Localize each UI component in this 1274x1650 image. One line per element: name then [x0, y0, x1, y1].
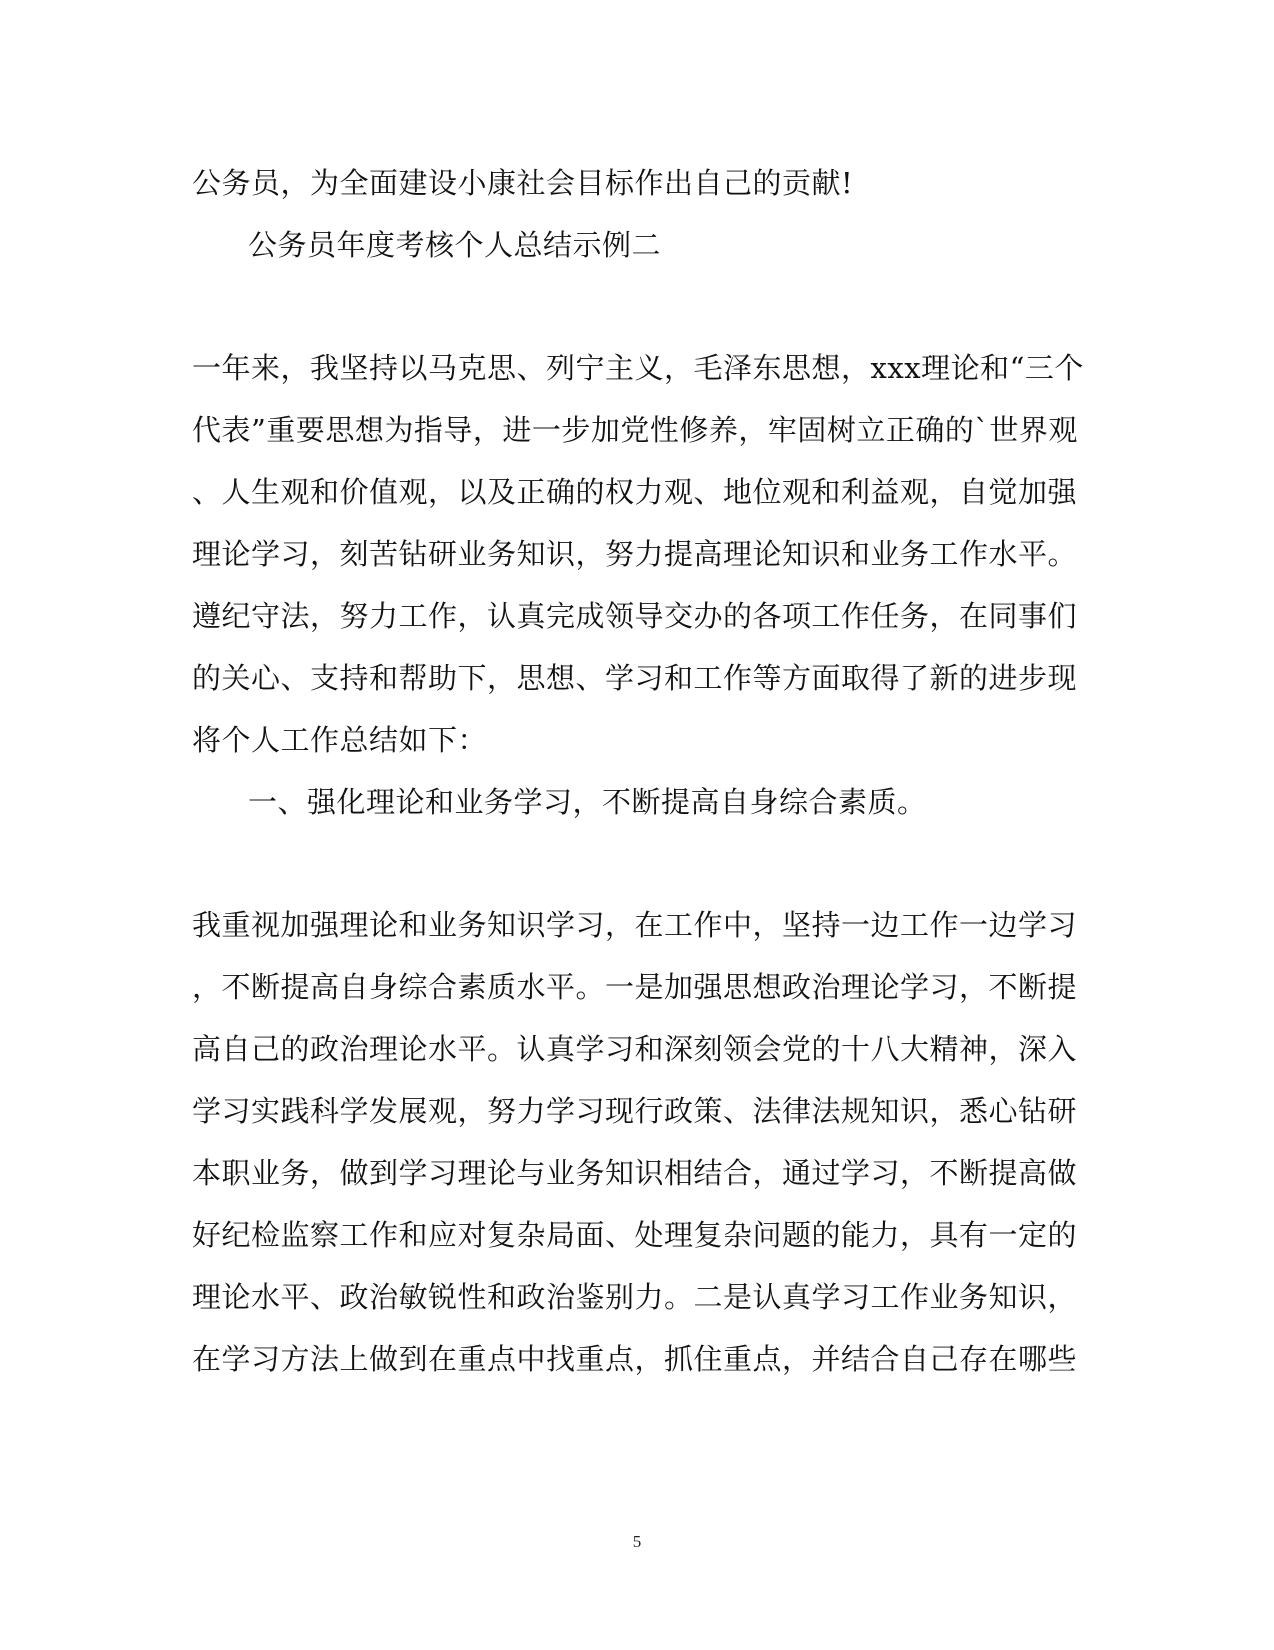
text-line: 代表”重要思想为指导，进一步加党性修养，牢固树立正确的`世界观 — [192, 413, 1078, 447]
text-line: 一年来，我坚持以马克思、列宁主义，毛泽东思想，xxx理论和“三个 — [192, 351, 1084, 385]
text-line: 理论学习，刻苦钻研业务知识，努力提高理论知识和业务工作水平。 — [192, 537, 1078, 571]
text-line: 在学习方法上做到在重点中找重点，抓住重点，并结合自己存在哪些 — [192, 1342, 1078, 1376]
section-title: 公务员年度考核个人总结示例二 — [248, 228, 662, 262]
text-line: 好纪检监察工作和应对复杂局面、处理复杂问题的能力，具有一定的 — [192, 1218, 1078, 1252]
text-line: 遵纪守法，努力工作，认真完成领导交办的各项工作任务，在同事们 — [192, 599, 1078, 633]
text-line: 公务员，为全面建设小康社会目标作出自己的贡献! — [192, 166, 854, 200]
text-line: 我重视加强理论和业务知识学习，在工作中，坚持一边工作一边学习 — [192, 908, 1078, 942]
text-line: 将个人工作总结如下： — [192, 723, 488, 757]
text-line: 、人生观和价值观，以及正确的权力观、地位观和利益观，自觉加强 — [192, 475, 1078, 509]
text-line: 理论水平、政治敏锐性和政治鉴别力。二是认真学习工作业务知识， — [192, 1280, 1078, 1314]
text-line: 高自己的政治理论水平。认真学习和深刻领会党的十八大精神，深入 — [192, 1032, 1078, 1066]
text-line: ，不断提高自身综合素质水平。一是加强思想政治理论学习，不断提 — [192, 970, 1078, 1004]
page-number: 5 — [632, 1532, 642, 1551]
text-line: 本职业务，做到学习理论与业务知识相结合，通过学习，不断提高做 — [192, 1156, 1078, 1190]
text-line: 学习实践科学发展观，努力学习现行政策、法律法规知识，悉心钻研 — [192, 1094, 1078, 1128]
text-line: 的关心、支持和帮助下，思想、学习和工作等方面取得了新的进步现 — [192, 661, 1078, 695]
subsection-heading: 一、强化理论和业务学习，不断提高自身综合素质。 — [248, 785, 927, 819]
